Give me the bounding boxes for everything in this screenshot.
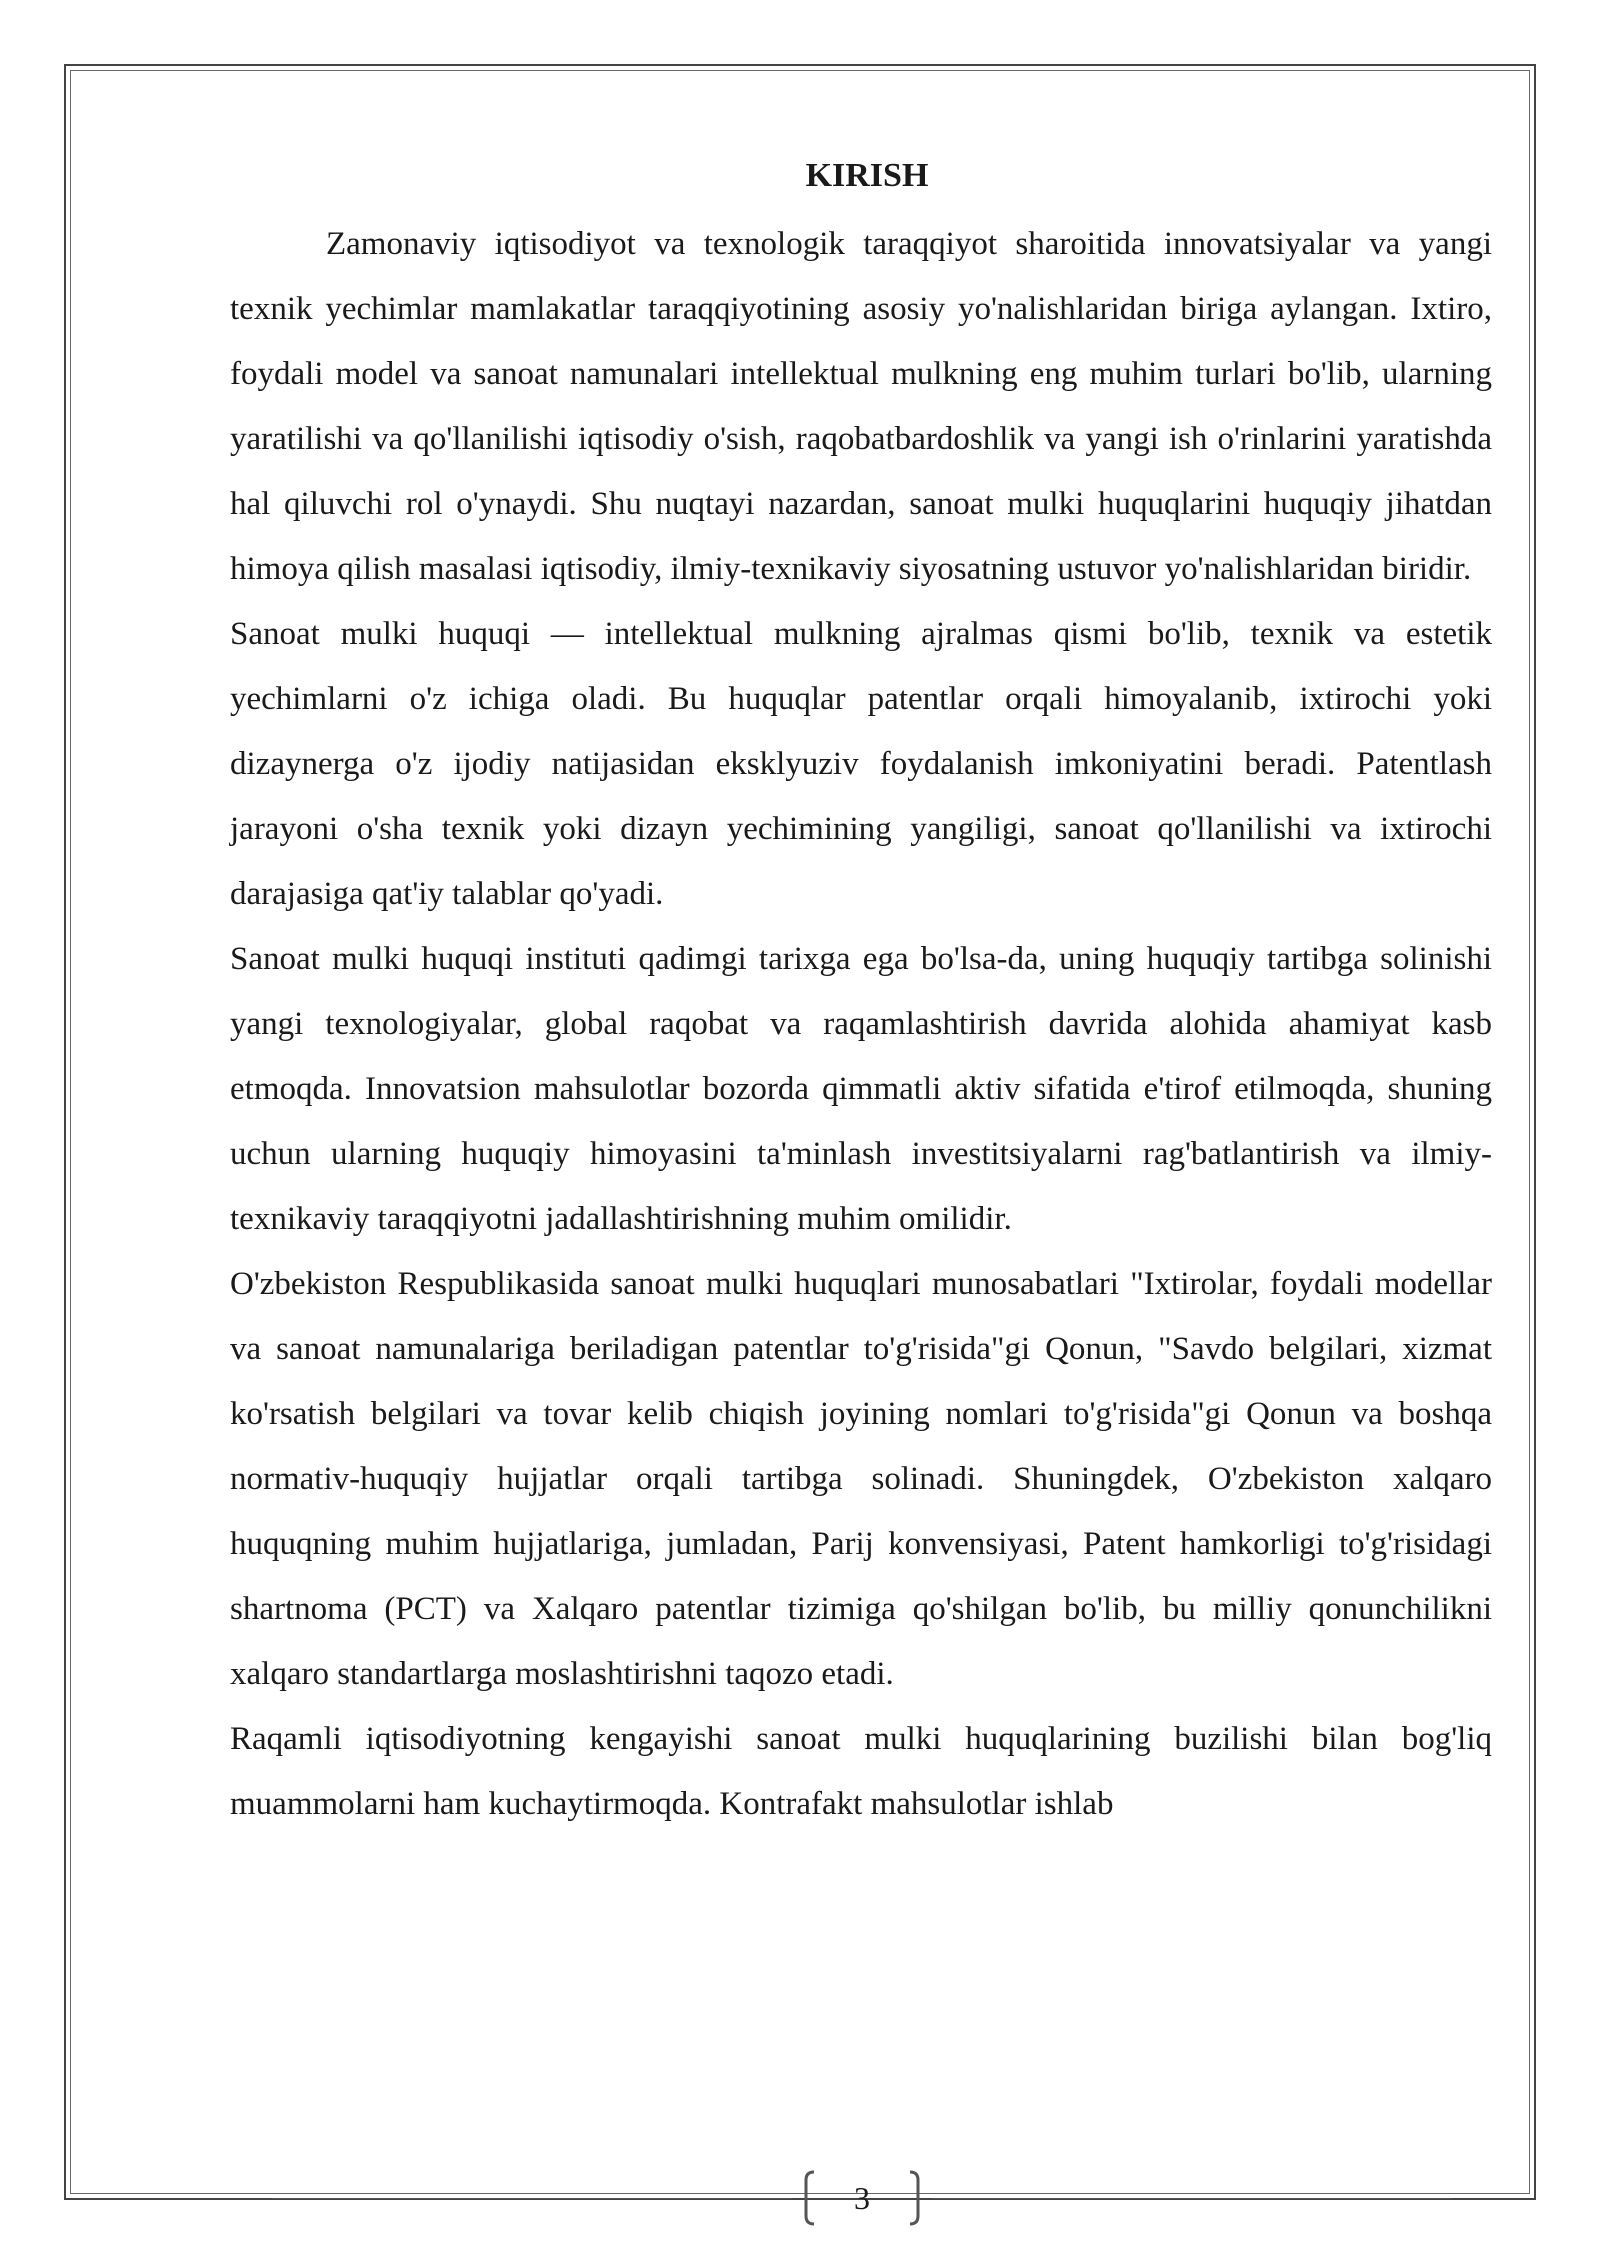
page-number: 3 (854, 2180, 870, 2216)
footer-rule-right (932, 2198, 1452, 2199)
paragraph-5: Raqamli iqtisodiyotning kengayishi sanoat mulki huquqlarining buzilishi bilan bog'liq muammolarni ham kuchaytirmoqda. Kontrafakt mahsulotlar ishlab (230, 1721, 1492, 1822)
footer-rule-left (272, 2198, 792, 2199)
page-footer (272, 2168, 1452, 2228)
paragraph-3: Sanoat mulki huquqi instituti qadimgi tarixga ega bo'lsa-da, uning huquqiy tartibga solinishi yangi texnologiyalar, global raqobat va raqamlashtirish davrida alohida ahamiyat kasb etmoqda. Innovatsion mahsulotlar bozorda qimmatli aktiv sifatida e'tirof etilmoqda, shuning uchun ularning huquqiy himoyasini ta'minlash investitsiyalarni rag'batlantirish va ilmiy-texnikaviy taraqqiyotni jadallashtirishning muhim omilidir. (230, 941, 1492, 1237)
paragraph-2: Sanoat mulki huquqi — intellektual mulkning ajralmas qismi bo'lib, texnik va estetik yechimlarni o'z ichiga oladi. Bu huquqlar patentlar orqali himoyalanib, ixtirochi yoki dizaynerga o'z ijodiy natijasidan eksklyuziv foydalanish imkoniyatini beradi. Patentlash jarayoni o'sha texnik yoki dizayn yechimining yangiligi, sanoat qo'llanilishi va ixtirochi darajasiga qat'iy talablar qo'yadi. (230, 616, 1492, 912)
paragraph-4: O'zbekiston Respublikasida sanoat mulki huquqlari munosabatlari "Ixtirolar, foydali modellar va sanoat namunalariga beriladigan patentlar to'g'risida"gi Qonun, "Savdo belgilari, xizmat ko'rsatish belgilari va tovar kelib chiqish joyining nomlari to'g'risida"gi Qonun va boshqa normativ-huquqiy hujjatlar orqali tartibga solinadi. Shuningdek, O'zbekiston xalqaro huquqning muhim hujjatlariga, jumladan, Parij konvensiyasi, Patent hamkorligi to'g'risidagi shartnoma (PCT) va Xalqaro patentlar tizimiga qo'shilgan bo'lib, bu milliy qonunchilikni xalqaro standartlarga moslashtirishni taqozo etadi. (230, 1266, 1492, 1692)
document-body (230, 148, 1492, 1837)
page-number-bracket (800, 2168, 924, 2228)
paragraph-1: Zamonaviy iqtisodiyot va texnologik taraqqiyot sharoitida innovatsiyalar va yangi texnik yechimlar mamlakatlar taraqqiyotining asosiy yo'nalishlaridan biriga aylangan. Ixtiro, foydali model va sanoat namunalari intellektual mulkning eng muhim turlari bo'lib, ularning yaratilishi va qo'llanilishi iqtisodiy o'sish, raqobatbardoshlik va yangi ish o'rinlarini yaratishda hal qiluvchi rol o'ynaydi. Shu nuqtayi nazardan, sanoat mulki huquqlarini huquqiy jihatdan himoya qilish masalasi iqtisodiy, ilmiy-texnikaviy siyosatning ustuvor yo'nalishlaridan biridir. (230, 226, 1492, 587)
section-title: KIRISH (805, 157, 929, 194)
